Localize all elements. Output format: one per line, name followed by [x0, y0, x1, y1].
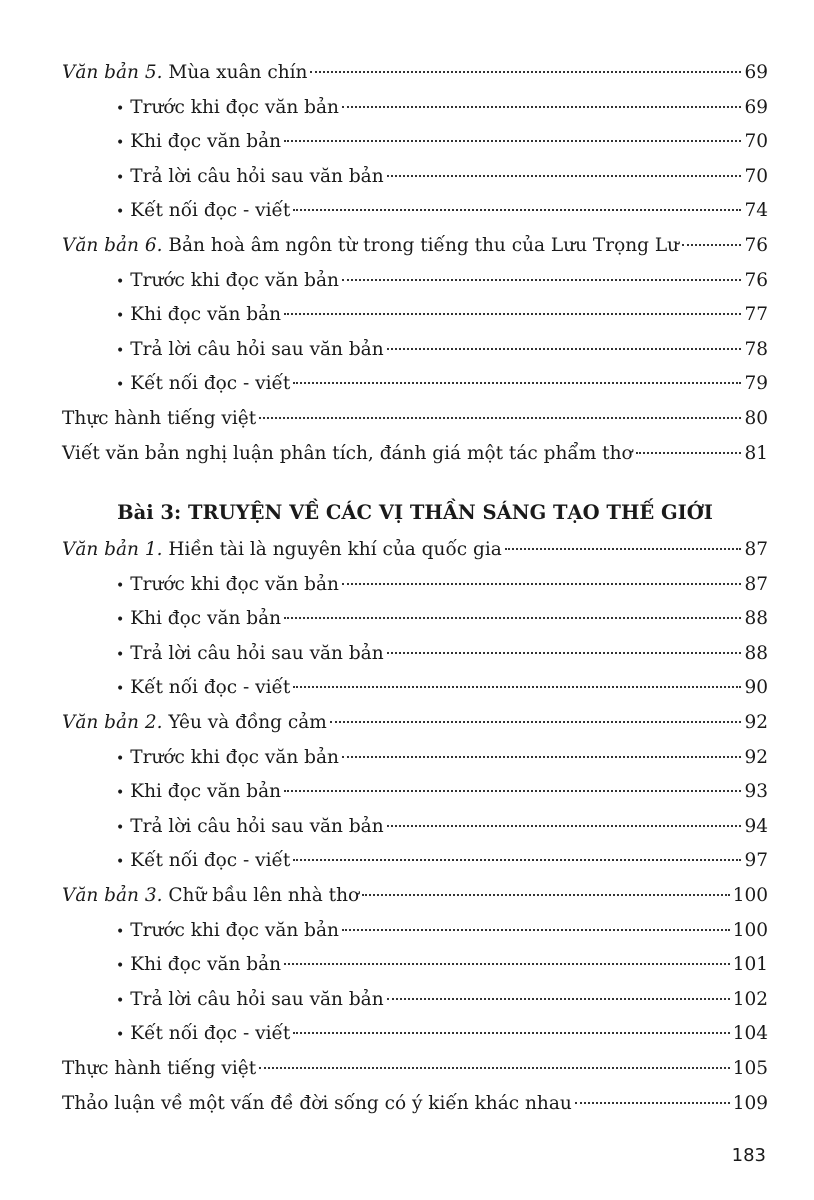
toc-entry-title: Khi đọc văn bản [130, 608, 282, 630]
dot-leader [636, 452, 742, 454]
toc-entry-title [62, 229, 679, 264]
bullet-icon: • [116, 135, 125, 152]
dot-leader [310, 71, 741, 73]
toc-entry-title: Viết văn bản nghị luận phân tích, đánh giá một tác phẩm thơ [62, 442, 633, 464]
toc-entry-title: Trước khi đọc văn bản [130, 746, 339, 768]
toc-entry-title: Trước khi đọc văn bản [130, 96, 339, 118]
toc-entry [62, 437, 768, 472]
toc-entry-title: Khi đọc văn bản [130, 781, 282, 803]
toc-sub-entry [62, 160, 768, 195]
toc-page-number: 93 [744, 781, 768, 803]
bullet-icon: • [116, 100, 125, 117]
toc-section-a [62, 56, 768, 471]
dot-leader [387, 652, 742, 654]
bullet-icon: • [116, 992, 125, 1009]
toc-page-number: 80 [744, 407, 768, 429]
bullet-icon: • [116, 273, 125, 290]
dot-leader [284, 313, 741, 315]
toc-sub-entry [62, 333, 768, 368]
toc-page-number: 109 [732, 1092, 768, 1114]
toc-page-number: 92 [744, 746, 768, 768]
toc-entry-text: Chữ bầu lên nhà thơ [162, 884, 360, 906]
toc-entry-title [62, 879, 359, 914]
toc-sub-entry [62, 91, 768, 126]
bullet-icon: • [116, 169, 125, 186]
toc-section-b [62, 533, 768, 1121]
bullet-icon: • [116, 1027, 125, 1044]
toc-page-number: 78 [744, 338, 768, 360]
toc-page-number: 76 [744, 234, 768, 256]
toc-entry-prefix: Văn bản 1. [62, 539, 163, 560]
toc-page-number: 70 [744, 165, 768, 187]
dot-leader [284, 140, 741, 142]
dot-leader [330, 721, 742, 723]
toc-page-number: 76 [744, 269, 768, 291]
toc-page-number: 97 [744, 850, 768, 872]
toc-page-number: 100 [732, 884, 768, 906]
toc-page-number: 77 [744, 304, 768, 326]
toc-page-number: 69 [744, 62, 768, 83]
toc-page-number: 100 [732, 919, 768, 941]
bullet-icon: • [116, 377, 125, 394]
toc-page-number: 69 [744, 96, 768, 118]
dot-leader [259, 417, 741, 419]
bullet-icon: • [116, 854, 125, 871]
toc-entry-title [62, 533, 502, 568]
lesson-heading: Bài 3: TRUYỆN VỀ CÁC VỊ THẦN SÁNG TẠO THẾ GIỚI [117, 501, 713, 524]
toc-sub-entry [62, 948, 768, 983]
toc-entry [62, 1087, 768, 1122]
dot-leader [342, 929, 730, 931]
toc-entry [62, 706, 768, 741]
toc-entry [62, 229, 768, 264]
toc-page-number: 79 [744, 373, 768, 395]
dot-leader [342, 756, 742, 758]
toc-page-number: 74 [744, 200, 768, 222]
toc-sub-entry [62, 844, 768, 879]
dot-leader [387, 825, 742, 827]
dot-leader [342, 583, 742, 585]
toc-sub-entry [62, 741, 768, 776]
toc-sub-entry [62, 637, 768, 672]
toc-entry-title: Khi đọc văn bản [130, 304, 282, 326]
toc-sub-entry [62, 568, 768, 603]
toc-entry-title: Trả lời câu hỏi sau văn bản [130, 338, 384, 360]
toc-sub-entry [62, 810, 768, 845]
toc-sub-entry [62, 1017, 768, 1052]
toc-page-number: 101 [732, 954, 768, 976]
bullet-icon: • [116, 342, 125, 359]
toc-page-number: 88 [744, 608, 768, 630]
toc-entry-text: Hiền tài là nguyên khí của quốc gia [162, 539, 502, 560]
toc-entry [62, 56, 768, 91]
dot-leader [284, 963, 730, 965]
toc-entry-prefix: Văn bản 3. [62, 884, 163, 906]
toc-page-number: 87 [744, 573, 768, 595]
page-number: 183 [731, 1145, 766, 1166]
dot-leader [342, 279, 742, 281]
dot-leader [259, 1067, 730, 1069]
toc-sub-entry [62, 298, 768, 333]
toc-page-number: 105 [732, 1057, 768, 1079]
toc-page-number: 102 [732, 988, 768, 1010]
toc-sub-entry [62, 671, 768, 706]
dot-leader [293, 859, 741, 861]
dot-leader [284, 790, 741, 792]
toc-entry-text: Mùa xuân chín [162, 62, 308, 83]
toc-page-number: 88 [744, 642, 768, 664]
bullet-icon: • [116, 819, 125, 836]
dot-leader [284, 617, 741, 619]
toc-sub-entry [62, 983, 768, 1018]
toc-entry-prefix: Văn bản 2. [62, 711, 163, 733]
toc-entry-title: Khi đọc văn bản [130, 954, 282, 976]
toc-page-number: 81 [744, 442, 768, 464]
toc-entry-title: Thực hành tiếng việt [62, 407, 257, 429]
toc-entry [62, 533, 768, 568]
bullet-icon: • [116, 785, 125, 802]
toc-entry-title [62, 56, 307, 91]
toc-sub-entry [62, 602, 768, 637]
toc-entry-title: Kết nối đọc - viết [130, 677, 291, 699]
toc-sub-entry [62, 264, 768, 299]
toc-entry-title: Trước khi đọc văn bản [130, 269, 339, 291]
toc-entry-title: Kết nối đọc - viết [130, 1023, 291, 1045]
dot-leader [505, 548, 742, 550]
bullet-icon: • [116, 958, 125, 975]
toc-entry-title: Kết nối đọc - viết [130, 200, 291, 222]
toc-sub-entry [62, 125, 768, 160]
toc-entry-title: Thảo luận về một vấn đề đời sống có ý kiến khác nhau [62, 1092, 572, 1114]
toc-sub-entry [62, 914, 768, 949]
dot-leader [342, 106, 742, 108]
toc-entry-title: Kết nối đọc - viết [130, 373, 291, 395]
toc-entry-prefix: Văn bản 5. [62, 62, 163, 83]
toc-entry-text: Yêu và đồng cảm [162, 711, 327, 733]
dot-leader [387, 998, 730, 1000]
dot-leader [293, 209, 741, 211]
toc-entry [62, 879, 768, 914]
toc-entry-title: Thực hành tiếng việt [62, 1057, 257, 1079]
toc-entry-prefix: Văn bản 6. [62, 234, 163, 256]
toc-page-number: 90 [744, 677, 768, 699]
toc-page-number: 87 [744, 539, 768, 560]
toc-entry-title: Trả lời câu hỏi sau văn bản [130, 988, 384, 1010]
toc-sub-entry [62, 775, 768, 810]
dot-leader [293, 1032, 729, 1034]
bullet-icon: • [116, 750, 125, 767]
toc-heading-wrap [62, 471, 768, 533]
toc-entry-title: Trước khi đọc văn bản [130, 919, 339, 941]
dot-leader [682, 244, 741, 246]
dot-leader [362, 894, 730, 896]
bullet-icon: • [116, 204, 125, 221]
toc-page-number: 92 [744, 711, 768, 733]
dot-leader [387, 348, 742, 350]
bullet-icon: • [116, 308, 125, 325]
toc-entry-title: Kết nối đọc - viết [130, 850, 291, 872]
bullet-icon: • [116, 577, 125, 594]
dot-leader [387, 175, 742, 177]
dot-leader [293, 686, 741, 688]
toc-page-number: 94 [744, 815, 768, 837]
toc-entry-title: Trước khi đọc văn bản [130, 573, 339, 595]
toc-sub-entry [62, 367, 768, 402]
dot-leader [575, 1102, 730, 1104]
toc-entry-title: Khi đọc văn bản [130, 131, 282, 153]
bullet-icon: • [116, 612, 125, 629]
toc-page-number: 104 [732, 1023, 768, 1045]
toc-entry-title: Trả lời câu hỏi sau văn bản [130, 165, 384, 187]
toc-entry-title [62, 706, 327, 741]
dot-leader [293, 382, 741, 384]
toc-entry-title: Trả lời câu hỏi sau văn bản [130, 815, 384, 837]
toc-page-number: 70 [744, 131, 768, 153]
toc-entry [62, 402, 768, 437]
bullet-icon: • [116, 646, 125, 663]
toc-entry [62, 1052, 768, 1087]
bullet-icon: • [116, 681, 125, 698]
toc-sub-entry [62, 194, 768, 229]
toc-entry-title: Trả lời câu hỏi sau văn bản [130, 642, 384, 664]
toc-entry-text: Bản hoà âm ngôn từ trong tiếng thu của Lưu Trọng Lư [162, 234, 680, 256]
bullet-icon: • [116, 923, 125, 940]
